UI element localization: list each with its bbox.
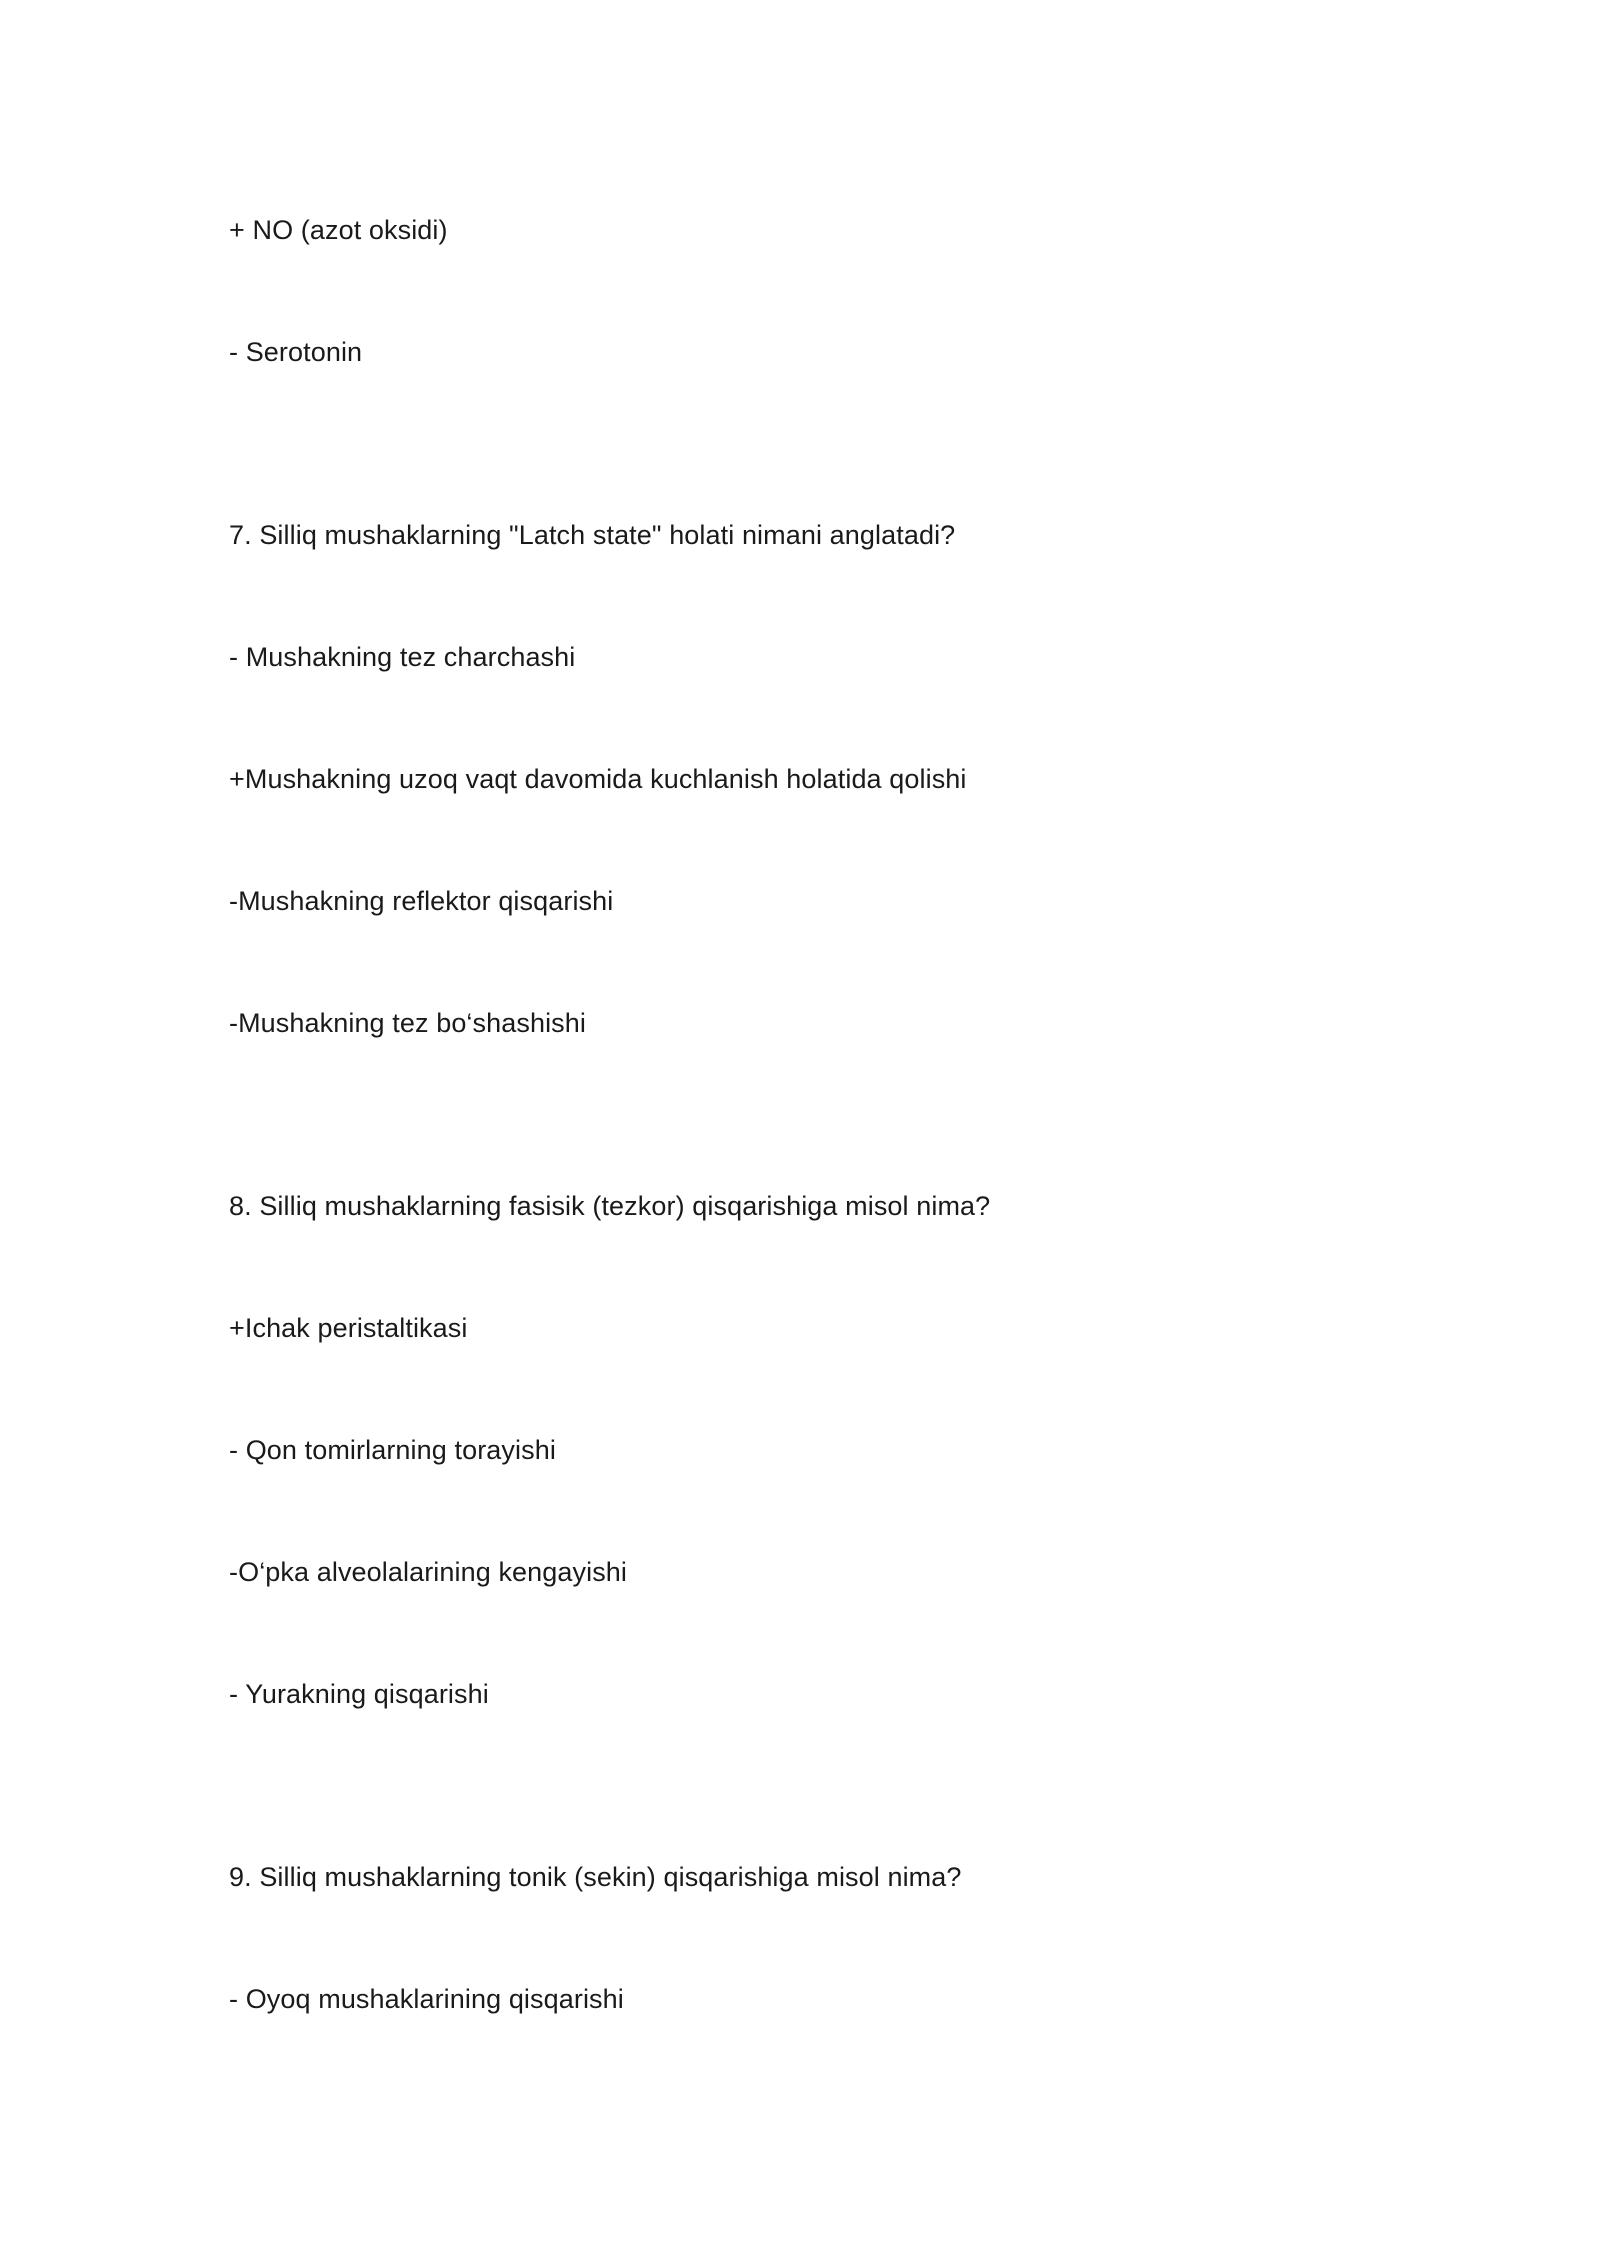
- question-8: 8. Silliq mushaklarning fasisik (tezkor) qisqarishiga misol nima?: [229, 1191, 991, 1221]
- question-9: 9. Silliq mushaklarning tonik (sekin) qisqarishiga misol nima?: [229, 1862, 962, 1892]
- answer-option: - Serotonin: [229, 337, 363, 367]
- answer-option: - Qon tomirlarning torayishi: [229, 1435, 556, 1465]
- answer-option: -O‘pka alveolalarining kengayishi: [229, 1557, 628, 1587]
- answer-option: - Oyoq mushaklarining qisqarishi: [229, 1984, 624, 2014]
- answer-option: - Mushakning tez charchashi: [229, 642, 576, 672]
- answer-option: +Ichak peristaltikasi: [229, 1313, 468, 1343]
- answer-option: -Mushakning reflektor qisqarishi: [229, 886, 614, 916]
- answer-option: -Mushakning tez bo‘shashishi: [229, 1008, 586, 1038]
- answer-option: +Mushakning uzoq vaqt davomida kuchlanish holatida qolishi: [229, 764, 967, 794]
- answer-option: - Yurakning qisqarishi: [229, 1679, 489, 1709]
- answer-option: + NO (azot oksidi): [229, 215, 448, 245]
- question-7: 7. Silliq mushaklarning "Latch state" holati nimani anglatadi?: [229, 520, 956, 550]
